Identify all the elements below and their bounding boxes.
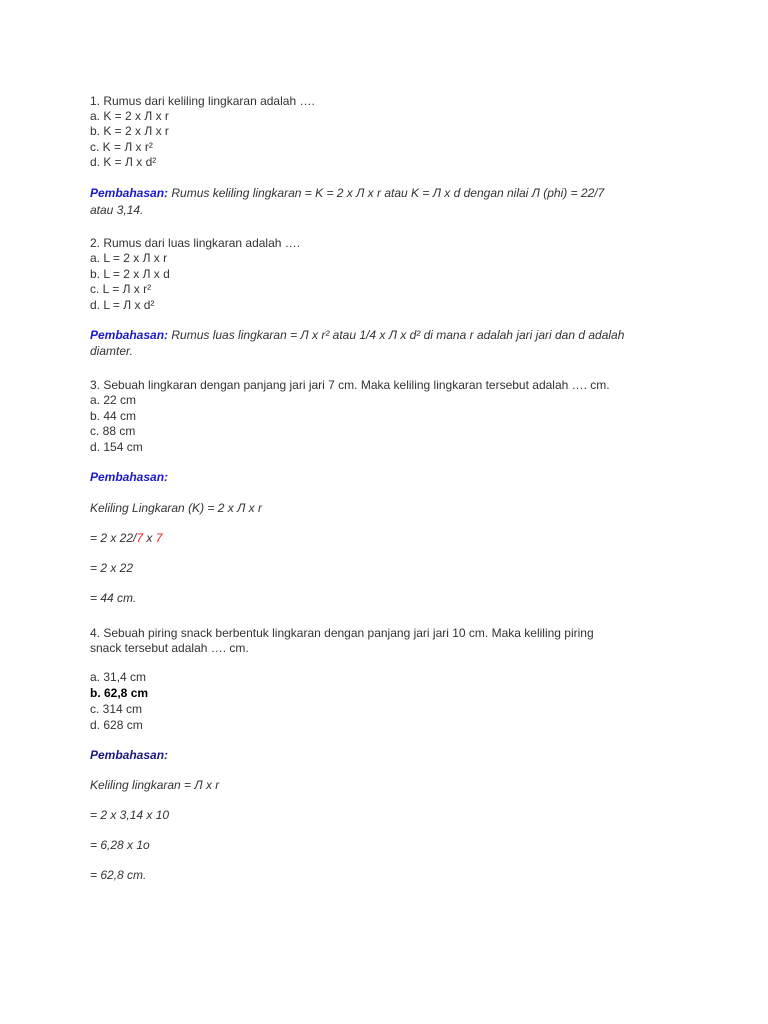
q1-pembahasan: [90, 186, 604, 201]
q1-pembahasan-text: Rumus keliling lingkaran = K = 2 x Л x r atau K = Л x d dengan nilai Л (phi) = 22/7: [168, 186, 605, 200]
q2-pembahasan-text: Rumus luas lingkaran = Л x r² atau 1/4 x Л x d² di mana r adalah jari jari dan d adalah: [168, 328, 625, 342]
q4-question-line2: snack tersebut adalah …. cm.: [90, 641, 249, 655]
q3-option-a: a. 22 cm: [90, 393, 137, 407]
q1-option-a: a. K = 2 x Л x r: [90, 109, 169, 123]
q4-question-line1: 4. Sebuah piring snack berbentuk lingkaran dengan panjang jari jari 10 cm. Maka keliling piring: [90, 626, 594, 640]
q3-step-1: Keliling Lingkaran (K) = 2 x Л x r: [90, 501, 262, 515]
q3-option-c: c. 88 cm: [90, 424, 136, 438]
q1-option-c: c. K = Л x r²: [90, 140, 153, 154]
q4-option-b: b. 62,8 cm: [90, 686, 149, 700]
q1-option-d: d. K = Л x d²: [90, 155, 157, 169]
q1-question: 1. Rumus dari keliling lingkaran adalah ….: [90, 94, 315, 108]
q4-option-a: a. 31,4 cm: [90, 670, 147, 684]
q3-step-3: = 2 x 22: [90, 561, 134, 575]
q2-pembahasan-label: Pembahasan:: [90, 328, 169, 342]
q4-option-d: d. 628 cm: [90, 718, 143, 732]
q3-pembahasan-label: Pembahasan:: [90, 470, 169, 484]
q3-step-2-part-d: 7: [155, 531, 163, 545]
q2-option-c: c. L = Л x r²: [90, 282, 152, 296]
q2-pembahasan-text2: diamter.: [90, 344, 133, 358]
q4-pembahasan-label: Pembahasan:: [90, 748, 169, 762]
q4-step-2: = 2 x 3,14 x 10: [90, 808, 170, 822]
q4-step-1: Keliling lingkaran = Л x r: [90, 778, 220, 792]
q2-option-a: a. L = 2 x Л x r: [90, 251, 168, 265]
q3-step-2-part-a: = 2 x 22/: [90, 531, 137, 545]
q1-pembahasan-label: Pembahasan:: [90, 186, 169, 200]
q2-option-d: d. L = Л x d²: [90, 298, 155, 312]
q3-step-2-part-c: x: [143, 531, 156, 545]
q2-pembahasan: [90, 328, 624, 343]
q1-pembahasan-text2: atau 3,14.: [90, 203, 144, 217]
q2-question: 2. Rumus dari luas lingkaran adalah ….: [90, 236, 301, 250]
q3-step-4: = 44 cm.: [90, 591, 137, 605]
q4-step-4: = 62,8 cm.: [90, 868, 147, 882]
q1-option-b: b. K = 2 x Л x r: [90, 124, 169, 138]
q2-option-b: b. L = 2 x Л x d: [90, 267, 170, 281]
q3-step-2-part-b: 7: [136, 531, 144, 545]
q4-option-c: c. 314 cm: [90, 702, 143, 716]
q4-step-3: = 6,28 x 1o: [90, 838, 150, 852]
q3-step-2: [90, 531, 162, 546]
q3-option-d: d. 154 cm: [90, 440, 143, 454]
q3-option-b: b. 44 cm: [90, 409, 137, 423]
q3-question: 3. Sebuah lingkaran dengan panjang jari jari 7 cm. Maka keliling lingkaran tersebut adalah …. cm.: [90, 378, 610, 392]
